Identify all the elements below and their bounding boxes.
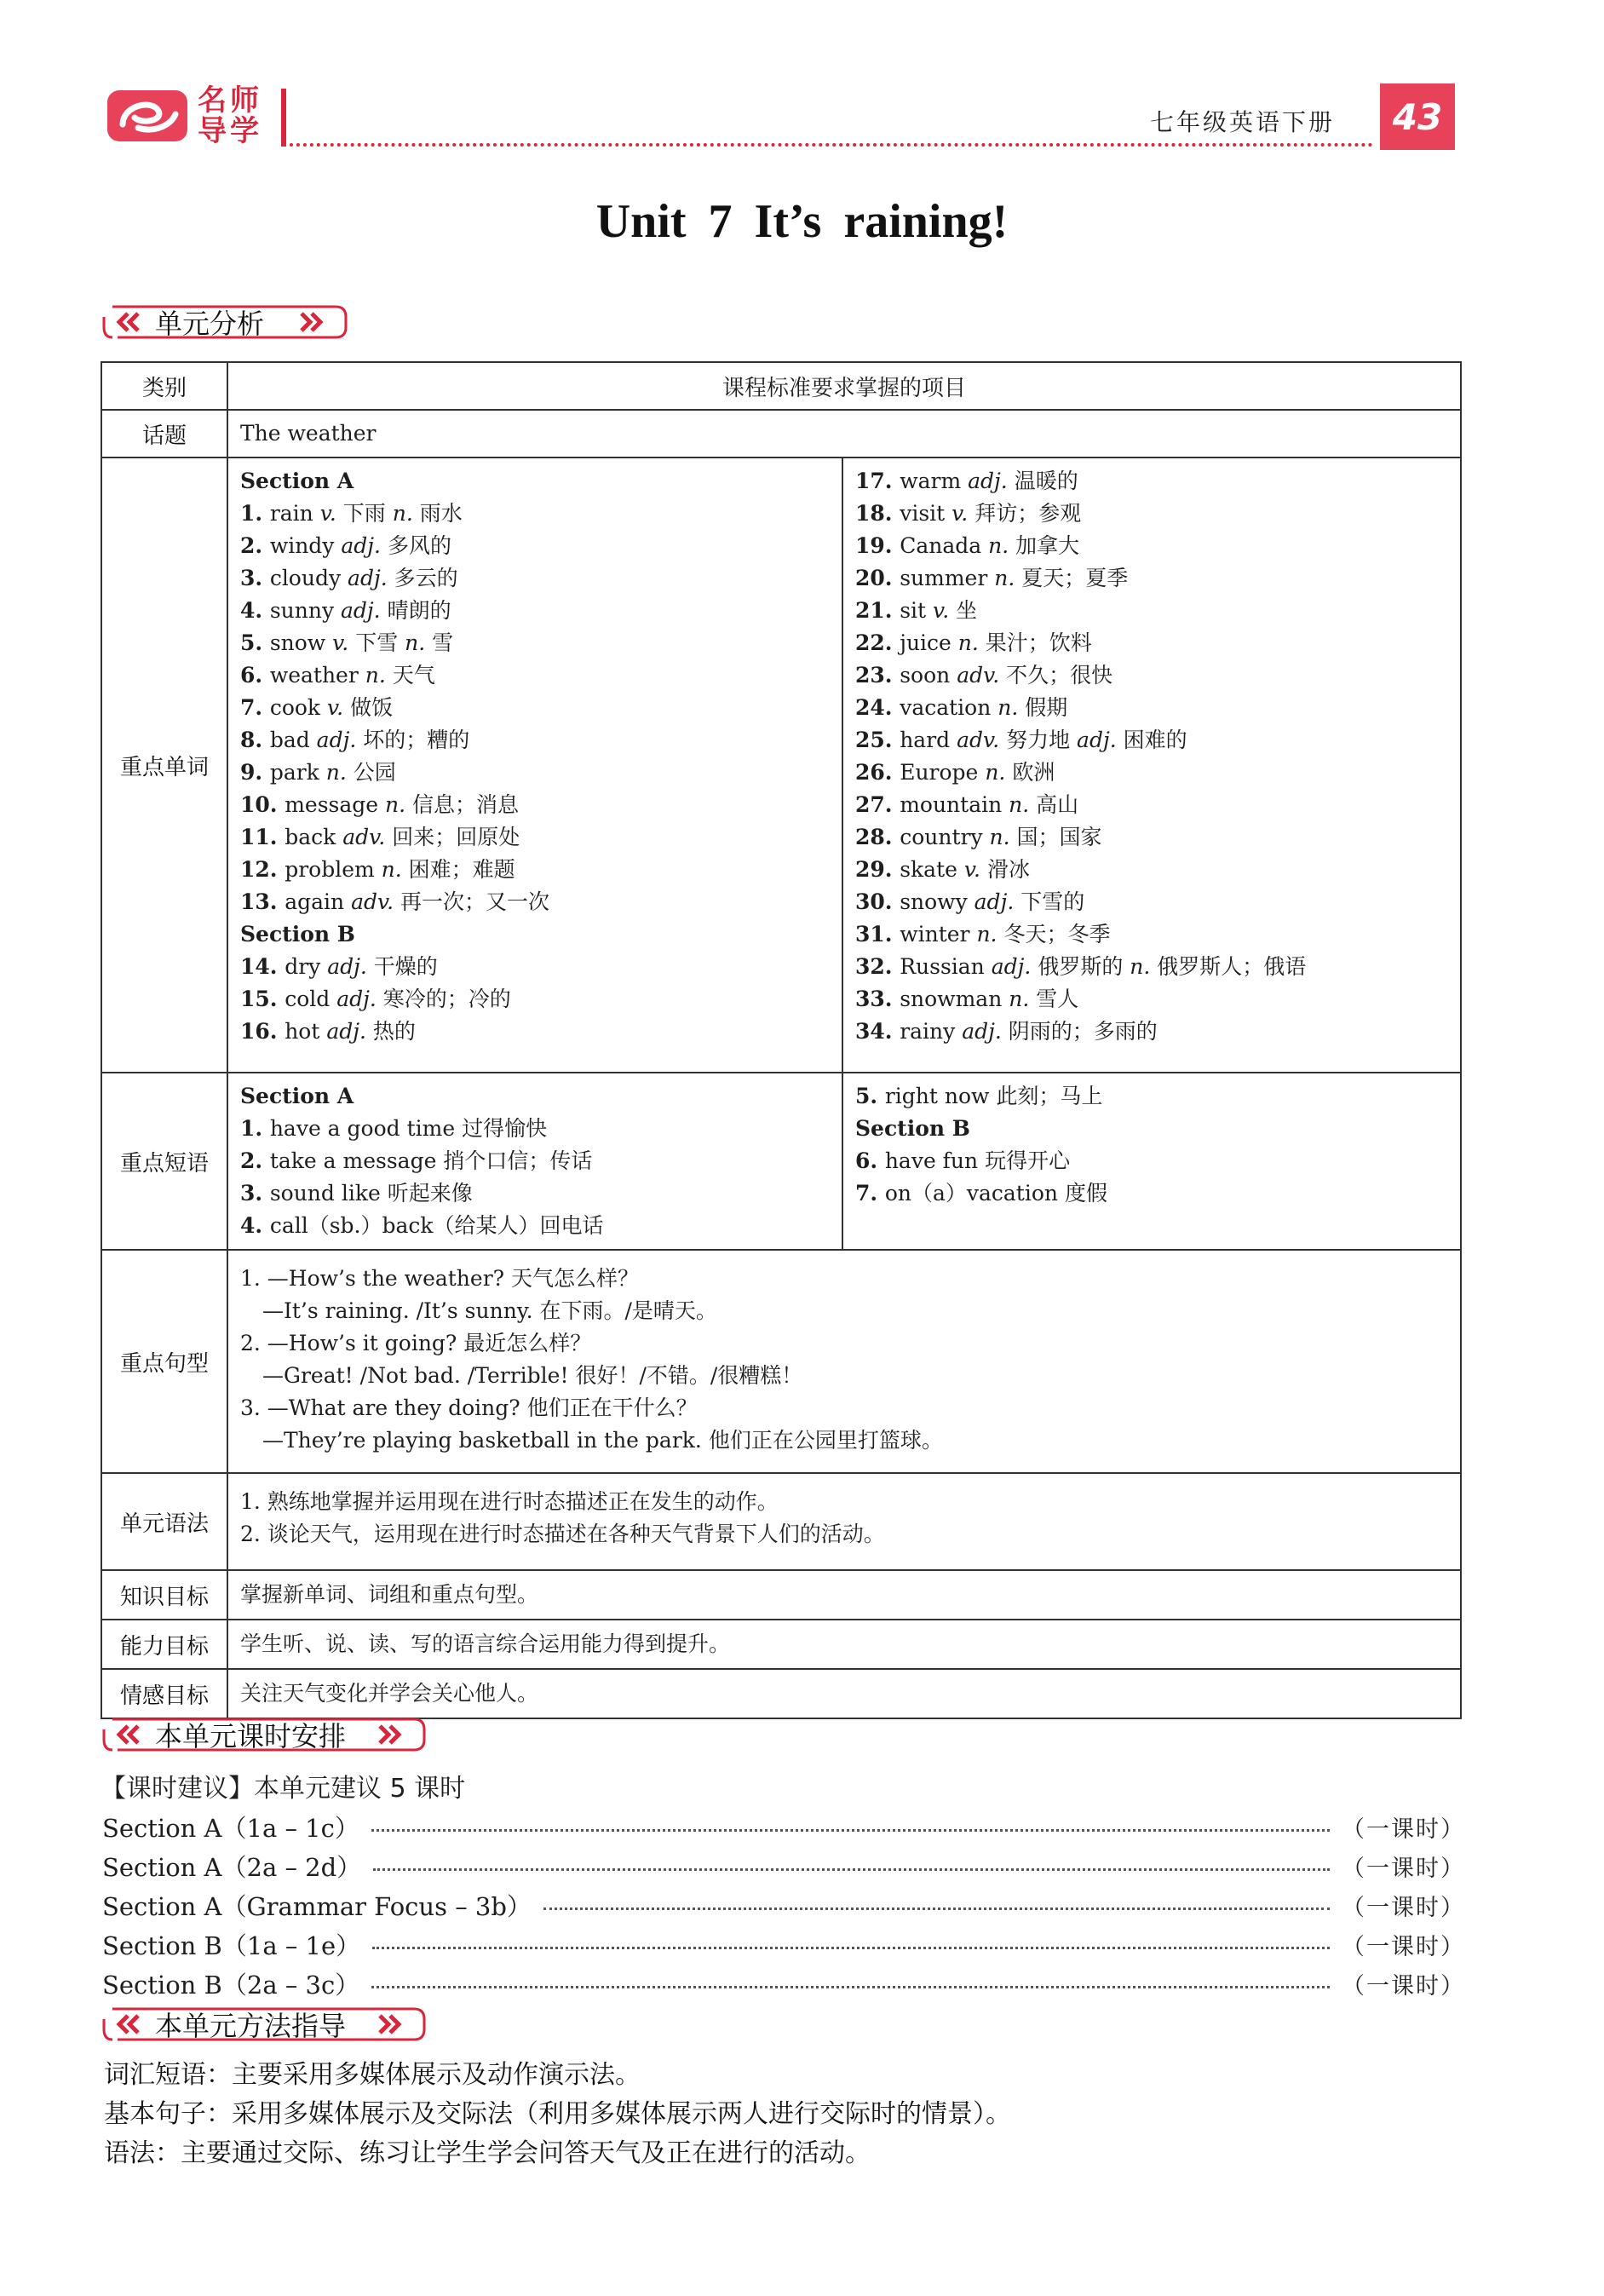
schedule-section: Section B（1a – 1e） xyxy=(102,1931,361,1960)
sentences-list xyxy=(228,1251,1460,1464)
vocab-item xyxy=(855,983,1448,1016)
brand-logo-icon xyxy=(104,85,193,147)
vocab-item xyxy=(855,886,1448,918)
meaning: 雪 xyxy=(432,630,454,655)
item-number: 24. xyxy=(855,695,900,720)
item-number: 26. xyxy=(855,760,900,785)
meaning: 温暖的 xyxy=(1014,469,1078,493)
method-line: 基本句子：采用多媒体展示及交际法（利用多媒体展示两人进行交际时的情景）。 xyxy=(104,2099,1011,2129)
sentence-item: 3. —What are they doing? 他们正在干什么？ xyxy=(240,1395,698,1420)
vocab-item xyxy=(855,627,1448,659)
meaning: 信息；消息 xyxy=(412,792,520,817)
item-number: 2. xyxy=(240,1148,270,1173)
item-number: 6. xyxy=(855,1148,885,1173)
part-of-speech: adj. xyxy=(316,728,364,752)
section-title: 单元分析 xyxy=(155,308,265,340)
meaning: 雨水 xyxy=(419,501,463,526)
sentence-item: 2. —How’s it going? 最近怎么样？ xyxy=(240,1331,592,1355)
word: country xyxy=(900,825,990,849)
word: dry xyxy=(285,954,328,979)
meaning: 再一次；又一次 xyxy=(400,889,550,914)
word: winter xyxy=(900,922,977,947)
sentence-item: 1. —How’s the weather? 天气怎么样？ xyxy=(240,1266,640,1291)
word: windy xyxy=(269,533,342,558)
word: sunny xyxy=(269,598,342,623)
meaning: 俄罗斯的 xyxy=(1038,954,1130,979)
method-line: 词汇短语：主要采用多媒体展示及动作演示法。 xyxy=(104,2060,641,2090)
meaning: 多风的 xyxy=(387,533,451,558)
word: mountain xyxy=(900,792,1009,817)
vocab-item xyxy=(240,659,830,692)
part-of-speech: n. xyxy=(1009,792,1037,817)
sentence-item: —It’s raining. /It’s sunny. 在下雨。/是晴天。 xyxy=(262,1298,717,1323)
phrases-right-list xyxy=(843,1073,1460,1217)
item-number: 19. xyxy=(855,533,900,558)
row-label-ability: 能力目标 xyxy=(101,1620,227,1669)
item-number: 15. xyxy=(240,987,285,1011)
schedule-section: Section A（1a – 1c） xyxy=(102,1814,359,1843)
item-number: 22. xyxy=(855,630,900,655)
phrase-item xyxy=(855,1145,1448,1177)
item-number: 6. xyxy=(240,663,270,688)
schedule-section: Section A（Grammar Focus – 3b） xyxy=(102,1892,532,1921)
words-right-list xyxy=(843,458,1460,1055)
schedule-row xyxy=(102,1810,1465,1844)
phrase-text: right now 此刻；马上 xyxy=(884,1084,1103,1108)
meaning: 果汁；饮料 xyxy=(985,630,1092,655)
vocab-item xyxy=(855,530,1448,562)
item-number: 3. xyxy=(240,566,270,590)
phrase-text: call（sb.）back（给某人）回电话 xyxy=(269,1213,604,1238)
row-label-topic: 话题 xyxy=(101,410,227,457)
vocab-item xyxy=(240,627,830,659)
grammar-item: 2. 谈论天气，运用现在进行时态描述在各种天气背景下人们的活动。 xyxy=(240,1522,885,1546)
item-number: 13. xyxy=(240,889,285,914)
vocab-item xyxy=(855,562,1448,595)
part-of-speech: adj. xyxy=(1077,728,1124,752)
word: cold xyxy=(285,987,337,1011)
item-number: 1. xyxy=(240,501,270,526)
meaning: 做饭 xyxy=(350,695,394,720)
sentence-item: —They’re playing basketball in the park. 他们正在公园里打篮球。 xyxy=(262,1428,943,1453)
part-of-speech: adv. xyxy=(351,889,401,914)
item-number: 5. xyxy=(240,630,270,655)
meaning: 雪人 xyxy=(1036,987,1079,1011)
meaning: 高山 xyxy=(1036,792,1079,817)
item-number: 4. xyxy=(240,1213,270,1238)
schedule-row xyxy=(102,1888,1465,1923)
section-badge-analysis xyxy=(101,302,348,342)
vocab-item xyxy=(855,789,1448,821)
vocab-item xyxy=(240,595,830,627)
vocab-item xyxy=(240,757,830,789)
header-dotted-rule xyxy=(290,143,1373,147)
item-number: 25. xyxy=(855,728,900,752)
phrases-left-list xyxy=(228,1073,842,1249)
item-number: 28. xyxy=(855,825,900,849)
section-heading: Section B xyxy=(855,1116,970,1141)
item-number: 34. xyxy=(855,1019,900,1044)
vocab-item xyxy=(855,918,1448,951)
item-number: 11. xyxy=(240,825,285,849)
item-number: 18. xyxy=(855,501,900,526)
item-number: 32. xyxy=(855,954,900,979)
meaning: 夏天；夏季 xyxy=(1021,566,1129,590)
word: hard xyxy=(900,728,957,752)
word: back xyxy=(285,825,343,849)
meaning: 阴雨的；多雨的 xyxy=(1008,1019,1158,1044)
dot-leader xyxy=(373,1868,1330,1871)
word: hot xyxy=(285,1019,327,1044)
meaning: 不久；很快 xyxy=(1006,663,1113,688)
vocab-item xyxy=(240,724,830,757)
part-of-speech: n. xyxy=(365,663,393,688)
meaning: 公园 xyxy=(353,760,396,785)
vocab-item xyxy=(240,886,830,918)
word: visit xyxy=(900,501,952,526)
vocab-item xyxy=(855,854,1448,886)
phrase-item xyxy=(240,1113,830,1145)
part-of-speech: n. xyxy=(392,501,420,526)
meaning: 寒冷的；冷的 xyxy=(382,987,511,1011)
meaning: 下雨 xyxy=(342,501,393,526)
item-number: 29. xyxy=(855,857,900,882)
item-number: 14. xyxy=(240,954,285,979)
vocab-item xyxy=(240,530,830,562)
word: message xyxy=(285,792,386,817)
book-title: 七年级英语下册 xyxy=(1150,108,1336,136)
vocab-item xyxy=(855,757,1448,789)
meaning: 拜访；参观 xyxy=(974,501,1082,526)
section-title: 本单元方法指导 xyxy=(155,2010,347,2042)
topic-value: The weather xyxy=(240,421,377,446)
phrase-item xyxy=(240,1145,830,1177)
part-of-speech: n. xyxy=(1009,987,1037,1011)
dot-leader xyxy=(372,1947,1330,1949)
row-label-grammar: 单元语法 xyxy=(101,1473,227,1570)
part-of-speech: adj. xyxy=(962,1019,1009,1044)
part-of-speech: n. xyxy=(957,630,986,655)
item-number: 7. xyxy=(240,695,270,720)
row-label-sentences: 重点句型 xyxy=(101,1250,227,1473)
part-of-speech: adj. xyxy=(974,889,1021,914)
meaning: 天气 xyxy=(392,663,435,688)
item-number: 16. xyxy=(240,1019,285,1044)
part-of-speech: adv. xyxy=(957,728,1007,752)
row-label-emotion: 情感目标 xyxy=(101,1669,227,1718)
word: sit xyxy=(900,598,934,623)
phrase-text: have fun 玩得开心 xyxy=(884,1148,1071,1173)
meaning: 国；国家 xyxy=(1016,825,1102,849)
vocab-item xyxy=(855,724,1448,757)
vocab-item xyxy=(240,692,830,724)
item-number: 33. xyxy=(855,987,900,1011)
meaning: 热的 xyxy=(372,1019,416,1044)
meaning: 假期 xyxy=(1025,695,1068,720)
sentence-item: —Great! /Not bad. /Terrible! 很好！/不错。/很糟糕！ xyxy=(262,1363,803,1388)
brand-name: 名师 导学 xyxy=(198,83,262,148)
item-number: 20. xyxy=(855,566,900,590)
part-of-speech: adj. xyxy=(336,987,383,1011)
phrase-item xyxy=(855,1080,1448,1113)
part-of-speech: n. xyxy=(997,695,1026,720)
word: juice xyxy=(900,630,958,655)
part-of-speech: adj. xyxy=(341,533,388,558)
grammar-list xyxy=(228,1474,1460,1557)
part-of-speech: n. xyxy=(381,857,409,882)
phrase-text: have a good time 过得愉快 xyxy=(269,1116,548,1141)
vocab-item xyxy=(240,1016,830,1048)
part-of-speech: adj. xyxy=(326,1019,373,1044)
words-left-list xyxy=(228,458,842,1055)
part-of-speech: adj. xyxy=(968,469,1015,493)
schedule-period: （一课时） xyxy=(1342,1895,1465,1921)
meaning: 坏的；糟的 xyxy=(363,728,470,752)
part-of-speech: n. xyxy=(989,825,1017,849)
item-number: 12. xyxy=(240,857,285,882)
vocab-item xyxy=(855,498,1448,530)
part-of-speech: adj. xyxy=(991,954,1038,979)
vocab-item xyxy=(240,854,830,886)
word: rain xyxy=(269,501,320,526)
item-number: 10. xyxy=(240,792,285,817)
word: snowman xyxy=(900,987,1009,1011)
part-of-speech: adj. xyxy=(341,598,388,623)
word: summer xyxy=(900,566,995,590)
item-number: 2. xyxy=(240,533,270,558)
part-of-speech: v. xyxy=(332,630,356,655)
meaning: 晴朗的 xyxy=(387,598,451,623)
dot-leader xyxy=(543,1908,1330,1910)
part-of-speech: adv. xyxy=(342,825,393,849)
part-of-speech: v. xyxy=(951,501,975,526)
part-of-speech: v. xyxy=(327,695,351,720)
word: park xyxy=(269,760,326,785)
vocab-item xyxy=(240,498,830,530)
meaning: 努力地 xyxy=(1006,728,1078,752)
item-number: 17. xyxy=(855,469,900,493)
grammar-item: 1. 熟练地掌握并运用现在进行时态描述正在发生的动作。 xyxy=(240,1489,779,1514)
knowledge-goal: 掌握新单词、词组和重点句型。 xyxy=(240,1582,539,1607)
schedule-period: （一课时） xyxy=(1342,1973,1465,2000)
phrase-item xyxy=(240,1210,830,1242)
schedule-row xyxy=(102,1927,1465,1962)
schedule-row xyxy=(102,1966,1465,2001)
word: warm xyxy=(900,469,969,493)
part-of-speech: n. xyxy=(976,922,1004,947)
meaning: 困难的 xyxy=(1123,728,1187,752)
meaning: 下雪 xyxy=(355,630,405,655)
part-of-speech: n. xyxy=(994,566,1022,590)
header-divider xyxy=(281,89,286,147)
word: snowy xyxy=(900,889,974,914)
meaning: 下雪的 xyxy=(1020,889,1085,914)
phrase-item xyxy=(855,1177,1448,1210)
word: Europe xyxy=(900,760,986,785)
ability-goal: 学生听、说、读、写的语言综合运用能力得到提升。 xyxy=(240,1631,731,1656)
meaning: 冬天；冬季 xyxy=(1003,922,1111,947)
part-of-speech: n. xyxy=(985,760,1013,785)
item-number: 8. xyxy=(240,728,270,752)
word: soon xyxy=(900,663,957,688)
schedule-period: （一课时） xyxy=(1342,1816,1465,1843)
part-of-speech: adj. xyxy=(348,566,394,590)
item-number: 21. xyxy=(855,598,900,623)
meaning: 加拿大 xyxy=(1015,533,1080,558)
section-badge-schedule xyxy=(101,1714,426,1755)
part-of-speech: adj. xyxy=(327,954,374,979)
schedule-period: （一课时） xyxy=(1342,1856,1465,1882)
schedule-suggestion: 【课时建议】本单元建议 5 课时 xyxy=(101,1774,466,1804)
word: Russian xyxy=(900,954,992,979)
vocab-item xyxy=(855,659,1448,692)
vocab-item xyxy=(855,595,1448,627)
vocab-item xyxy=(855,465,1448,498)
part-of-speech: v. xyxy=(963,857,987,882)
meaning: 干燥的 xyxy=(373,954,438,979)
word: vacation xyxy=(900,695,998,720)
row-label-knowledge: 知识目标 xyxy=(101,1570,227,1620)
row-label-words: 重点单词 xyxy=(101,457,227,1073)
vocab-item xyxy=(855,692,1448,724)
schedule-period: （一课时） xyxy=(1342,1934,1465,1960)
word: Canada xyxy=(900,533,989,558)
unit-title: Unit 7 It’s raining! xyxy=(595,195,1009,248)
item-number: 9. xyxy=(240,760,270,785)
section-heading: Section A xyxy=(240,469,354,493)
col-header-category: 类别 xyxy=(101,362,227,410)
word: bad xyxy=(269,728,317,752)
word: weather xyxy=(269,663,365,688)
dot-leader xyxy=(371,1986,1330,1988)
unit-analysis-table xyxy=(101,361,1462,1719)
item-number: 31. xyxy=(855,922,900,947)
section-heading: Section A xyxy=(240,1084,354,1108)
schedule-row xyxy=(102,1849,1465,1884)
vocab-item xyxy=(855,1016,1448,1048)
phrase-text: on（a）vacation 度假 xyxy=(884,1181,1107,1206)
word: problem xyxy=(285,857,382,882)
dot-leader xyxy=(371,1829,1330,1832)
meaning: 欧洲 xyxy=(1012,760,1055,785)
item-number: 3. xyxy=(240,1181,270,1206)
schedule-section: Section A（2a – 2d） xyxy=(102,1853,362,1882)
meaning: 回来；回原处 xyxy=(392,825,520,849)
part-of-speech: v. xyxy=(319,501,343,526)
section-badge-method xyxy=(101,2004,426,2045)
meaning: 坐 xyxy=(956,598,978,623)
meaning: 多云的 xyxy=(394,566,458,590)
phrase-text: take a message 捎个口信；传话 xyxy=(269,1148,593,1173)
phrase-item xyxy=(240,1177,830,1210)
page-number: 43 xyxy=(1380,83,1455,150)
word: cook xyxy=(269,695,328,720)
item-number: 27. xyxy=(855,792,900,817)
meaning: 滑冰 xyxy=(986,857,1030,882)
word: rainy xyxy=(900,1019,963,1044)
item-number: 7. xyxy=(855,1181,885,1206)
col-header-content: 课程标准要求掌握的项目 xyxy=(227,362,1461,410)
meaning: 困难；难题 xyxy=(408,857,515,882)
part-of-speech: n. xyxy=(405,630,433,655)
part-of-speech: n. xyxy=(385,792,413,817)
part-of-speech: n. xyxy=(325,760,354,785)
schedule-section: Section B（2a – 3c） xyxy=(102,1971,360,2000)
section-title: 本单元课时安排 xyxy=(155,1720,347,1752)
vocab-item xyxy=(240,821,830,854)
word: snow xyxy=(269,630,333,655)
part-of-speech: v. xyxy=(933,598,957,623)
item-number: 23. xyxy=(855,663,900,688)
word: skate xyxy=(900,857,964,882)
part-of-speech: n. xyxy=(1130,954,1158,979)
meaning: 俄罗斯人；俄语 xyxy=(1157,954,1307,979)
vocab-item xyxy=(240,562,830,595)
item-number: 4. xyxy=(240,598,270,623)
row-label-phrases: 重点短语 xyxy=(101,1073,227,1250)
item-number: 5. xyxy=(855,1084,885,1108)
vocab-item xyxy=(855,821,1448,854)
method-line: 语法：主要通过交际、练习让学生学会问答天气及正在进行的活动。 xyxy=(104,2138,871,2168)
part-of-speech: n. xyxy=(988,533,1016,558)
section-heading: Section B xyxy=(240,922,355,947)
word: cloudy xyxy=(269,566,348,590)
vocab-item xyxy=(240,951,830,983)
phrase-text: sound like 听起来像 xyxy=(269,1181,473,1206)
vocab-item xyxy=(240,789,830,821)
vocab-item xyxy=(240,983,830,1016)
item-number: 1. xyxy=(240,1116,270,1141)
item-number: 30. xyxy=(855,889,900,914)
part-of-speech: adv. xyxy=(957,663,1007,688)
vocab-item xyxy=(855,951,1448,983)
emotion-goal: 关注天气变化并学会关心他人。 xyxy=(240,1681,539,1706)
word: again xyxy=(285,889,352,914)
